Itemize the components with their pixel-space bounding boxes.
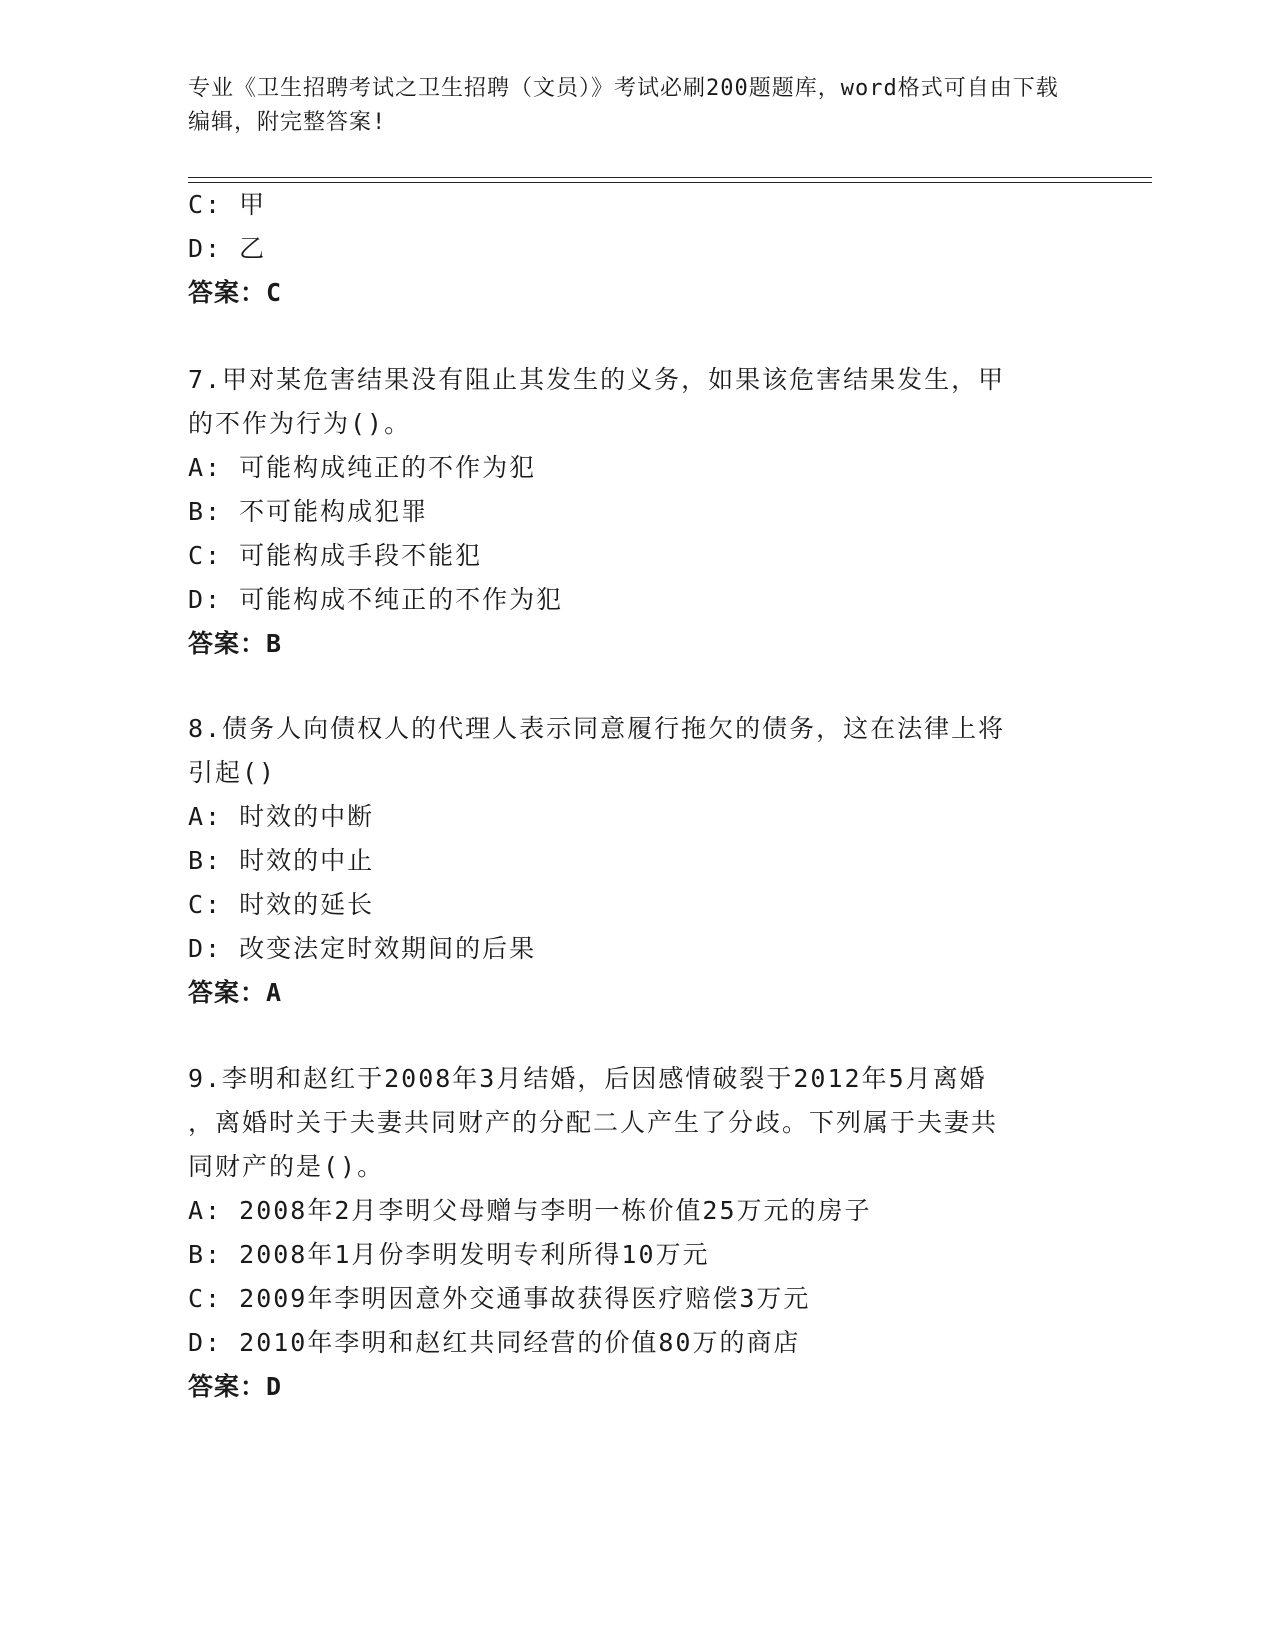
question-line: 9.李明和赵红于2008年3月结婚，后因感情破裂于2012年5月离婚 [188,1064,987,1093]
option-line: D: 乙 [188,234,267,263]
option-line: D: 改变法定时效期间的后果 [188,934,537,963]
option-line: C: 甲 [188,190,267,219]
question-line: 7.甲对某危害结果没有阻止其发生的义务，如果该危害结果发生，甲 [188,365,1006,394]
document-header: 专业《卫生招聘考试之卫生招聘（文员）》考试必刷200题题库，word格式可自由下载编辑，附完整答案! [188,76,1059,135]
option-line: B: 不可能构成犯罪 [188,497,429,526]
header-divider-thick [188,177,1152,178]
option-line: C: 可能构成手段不能犯 [188,541,483,570]
answer-line: 答案：A [188,978,283,1007]
header-divider-thin [188,182,1152,183]
question-line: ，离婚时关于夫妻共同财产的分配二人产生了分歧。下列属于夫妻共 [188,1108,999,1137]
option-line: A: 时效的中断 [188,802,375,831]
question-line: 8.债务人向债权人的代理人表示同意履行拖欠的债务，这在法律上将 [188,714,1006,743]
answer-line: 答案：D [188,1372,283,1401]
question-line: 同财产的是()。 [188,1152,385,1181]
option-line: D: 可能构成不纯正的不作为犯 [188,585,564,614]
option-line: B: 2008年1月份李明发明专利所得10万元 [188,1240,710,1269]
option-line: C: 2009年李明因意外交通事故获得医疗赔偿3万元 [188,1284,811,1313]
option-line: D: 2010年李明和赵红共同经营的价值80万的商店 [188,1328,801,1357]
option-line: B: 时效的中止 [188,846,375,875]
option-line: C: 时效的延长 [188,890,375,919]
answer-line: 答案：C [188,278,283,307]
answer-line: 答案：B [188,629,283,658]
option-line: A: 可能构成纯正的不作为犯 [188,453,537,482]
question-line: 引起() [188,758,277,787]
option-line: A: 2008年2月李明父母赠与李明一栋价值25万元的房子 [188,1196,872,1225]
question-line: 的不作为行为()。 [188,409,412,438]
